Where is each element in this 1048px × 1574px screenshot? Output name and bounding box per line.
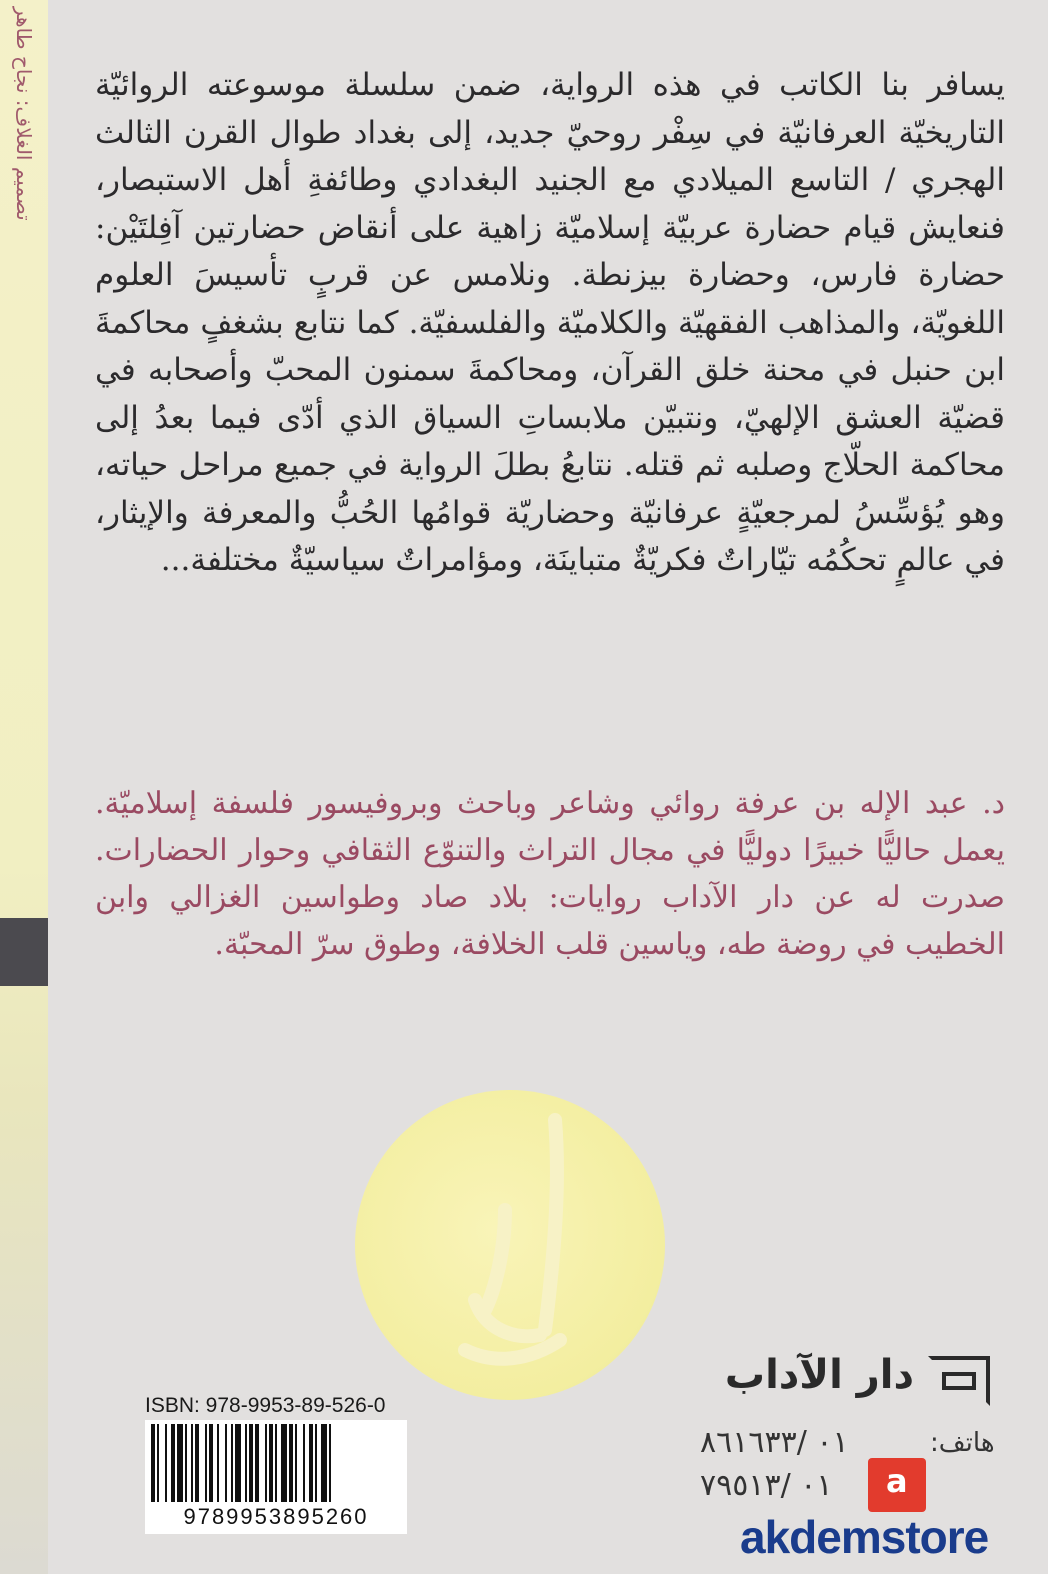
phone-number-2: ٠١ /٧٩٥١٣ xyxy=(700,1468,833,1503)
book-blurb: يسافر بنا الكاتب في هذه الرواية، ضمن سلسلة موسوعته الروائيّة التاريخيّة العرفانيّة في سِفْر روحيّ جديد، إلى بغداد طوال القرن الثالث الهجري / التاسع الميلادي مع الجنيد البغدادي وطائفةِ أهل الاستبصار، فنعايش قيام حضارة عربيّة إسلاميّة زاهية على أنقاض حضارتين آفِلتَيْن: حضارة فارس، وحضارة بيزنطة. ونلامس عن قربٍ تأسيسَ العلوم اللغويّة، والمذاهب الفقهيّة والكلاميّة والفلسفيّة. كما نتابع بشغفٍ محاكمةَ ابن حنبل في محنة خلق القرآن، ومحاكمةَ سمنون المحبّ وأصحابه في قضيّة العشق الإلهيّ، ونتبيّن ملابساتِ السياق الذي أدّى فيما بعدُ إلى محاكمة الحلّاج وصلبه ثم قتله. نتابعُ بطلَ الرواية في جميع مراحل حياته، وهو يُؤسِّسُ لمرجعيّةٍ عرفانيّة وحضاريّة قوامُها الحُبُّ والمعرفة والإيثار، في عالمٍ تحكُمُه تيّاراتٌ فكريّةٌ متباينَة، ومؤامراتٌ سياسيّةٌ مختلفة... xyxy=(95,67,1005,578)
calligraphy-stroke-icon xyxy=(355,1090,665,1400)
cover-design-credit: تصميم الغلاف: نجاح طاهر xyxy=(12,6,36,221)
publisher-block xyxy=(700,1352,1010,1412)
phone-number-1: ٠١ /٨٦١٦٣٣ xyxy=(700,1425,849,1460)
phone-label: هاتف: xyxy=(930,1428,995,1458)
shopping-bag-icon: a xyxy=(868,1458,926,1512)
isbn-label: ISBN: 978-9953-89-526-0 xyxy=(145,1394,386,1417)
barcode-bars-icon xyxy=(145,1420,407,1504)
watermark-store-name: akdemstore xyxy=(740,1511,989,1563)
barcode xyxy=(145,1420,407,1504)
author-bio: د. عبد الإله بن عرفة روائي وشاعر وباحث وبروفيسور فلسفة إسلاميّة. يعمل حاليًّا خبيرًا دوليًّا في مجال التراث والتنوّع الثقافي وحوار الحضارات. صدرت له عن دار الآداب روايات: بلاد صاد وطواسين الغزالي وابن الخطيب في روضة طه، وياسين قلب الخلافة، وطوق سرّ المحبّة. xyxy=(95,786,1005,962)
publisher-logo-icon xyxy=(928,1356,990,1406)
calligraphy-circle-emblem xyxy=(355,1090,665,1400)
barcode-digits: 9789953895260 xyxy=(145,1504,407,1534)
spine-dark-band xyxy=(0,918,48,986)
publisher-name: دار الآداب xyxy=(724,1352,914,1398)
